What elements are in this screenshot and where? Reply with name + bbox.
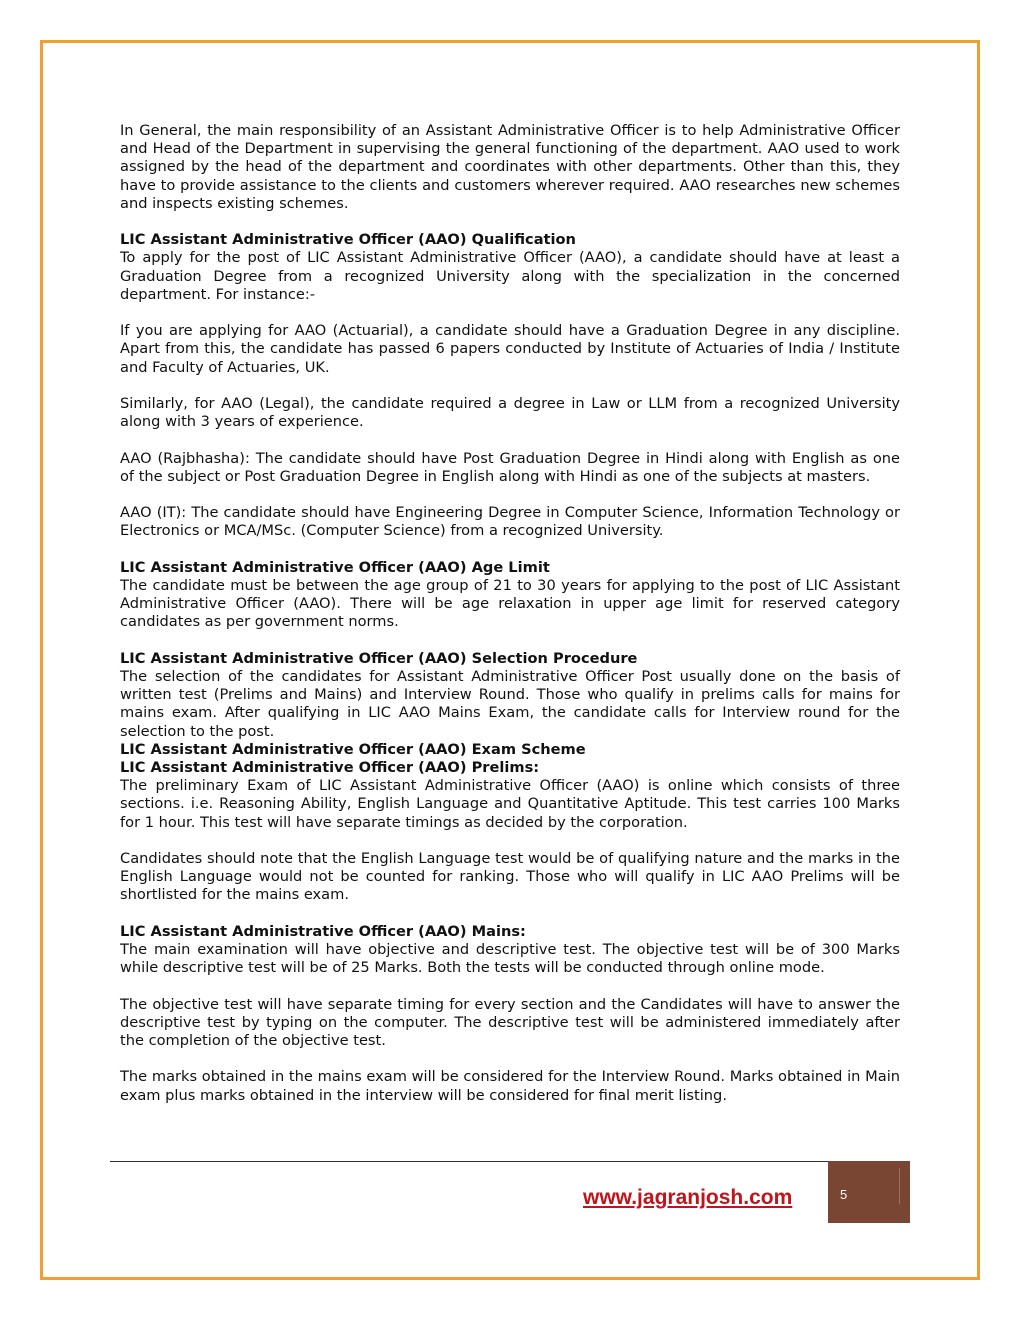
mains-heading: LIC Assistant Administrative Officer (AAO) Mains: xyxy=(120,922,526,940)
qualification-heading: LIC Assistant Administrative Officer (AAO) Qualification xyxy=(120,231,576,249)
it-paragraph: AAO (IT): The candidate should have Engineering Degree in Computer Science, Information Technology or Electronics or MCA/MSc. (Computer Science) from a recognized University. xyxy=(120,504,900,540)
legal-paragraph: Similarly, for AAO (Legal), the candidate required a degree in Law or LLM from a recognized University along with 3 years of experience. xyxy=(120,395,900,431)
rajbhasha-paragraph: AAO (Rajbhasha): The candidate should have Post Graduation Degree in Hindi along with English as one of the subject or Post Graduation Degree in English along with Hindi as one of the subjects at masters. xyxy=(120,449,900,485)
website-link[interactable]: www.jagranjosh.com xyxy=(583,1186,793,1209)
selection-procedure-heading: LIC Assistant Administrative Officer (AAO) Selection Procedure xyxy=(120,649,638,667)
qualification-paragraph: To apply for the post of LIC Assistant Administrative Officer (AAO), a candidate should have at least a Graduation Degree from a recognized University along with the specialization in the concerned department. For instance:- xyxy=(120,249,900,303)
actuarial-paragraph: If you are applying for AAO (Actuarial), a candidate should have a Graduation Degree in any discipline. Apart from this, the candidate has passed 6 papers conducted by Institute of Actuaries of India / Institute and Faculty of Actuaries, UK. xyxy=(120,322,900,376)
exam-scheme-heading: LIC Assistant Administrative Officer (AAO) Exam Scheme xyxy=(120,740,586,758)
prelims-paragraph: The preliminary Exam of LIC Assistant Administrative Officer (AAO) is online which consists of three sections. i.e. Reasoning Ability, English Language and Quantitative Aptitude. This test carries 100 Marks for 1 hour. This test will have separate timings as decided by the corporation. xyxy=(120,777,900,831)
page-number-divider xyxy=(899,1168,900,1204)
page-number: 5 xyxy=(840,1187,848,1202)
age-limit-heading: LIC Assistant Administrative Officer (AAO) Age Limit xyxy=(120,558,550,576)
document-body xyxy=(120,122,900,1105)
intro-paragraph: In General, the main responsibility of an Assistant Administrative Officer is to help Administrative Officer and Head of the Department in supervising the general functioning of the department. AAO used to work assigned by the head of the department and coordinates with other departments. Other than this, they have to provide assistance to the clients and customers wherever required. AAO researches new schemes and inspects existing schemes. xyxy=(120,122,900,212)
mains-timing-paragraph: The objective test will have separate timing for every section and the Candidates will have to answer the descriptive test by typing on the computer. The descriptive test will be administered immediately after the completion of the objective test. xyxy=(120,995,900,1049)
age-limit-paragraph: The candidate must be between the age group of 21 to 30 years for applying to the post of LIC Assistant Administrative Officer (AAO). There will be age relaxation in upper age limit for reserved category candidates as per government norms. xyxy=(120,576,900,631)
prelims-heading: LIC Assistant Administrative Officer (AAO) Prelims: xyxy=(120,759,540,776)
selection-procedure-paragraph: The selection of the candidates for Assistant Administrative Officer Post usually done on the basis of written test (Prelims and Mains) and Interview Round. Those who qualify in prelims calls for mains for mains exam. After qualifying in LIC AAO Mains Exam, the candidate calls for Interview round for the selection to the post. xyxy=(120,667,900,740)
prelims-note-paragraph: Candidates should note that the English Language test would be of qualifying nature and the marks in the English Language would not be counted for ranking. Those who will qualify in LIC AAO Prelims will be shortlisted for the mains exam. xyxy=(120,850,900,904)
footer-divider xyxy=(110,1161,828,1162)
mains-merit-paragraph: The marks obtained in the mains exam will be considered for the Interview Round. Marks obtained in Main exam plus marks obtained in the interview will be considered for final merit listing. xyxy=(120,1068,900,1104)
mains-paragraph: The main examination will have objective and descriptive test. The objective test will be of 300 Marks while descriptive test will be of 25 Marks. Both the tests will be conducted through online mode. xyxy=(120,941,900,977)
